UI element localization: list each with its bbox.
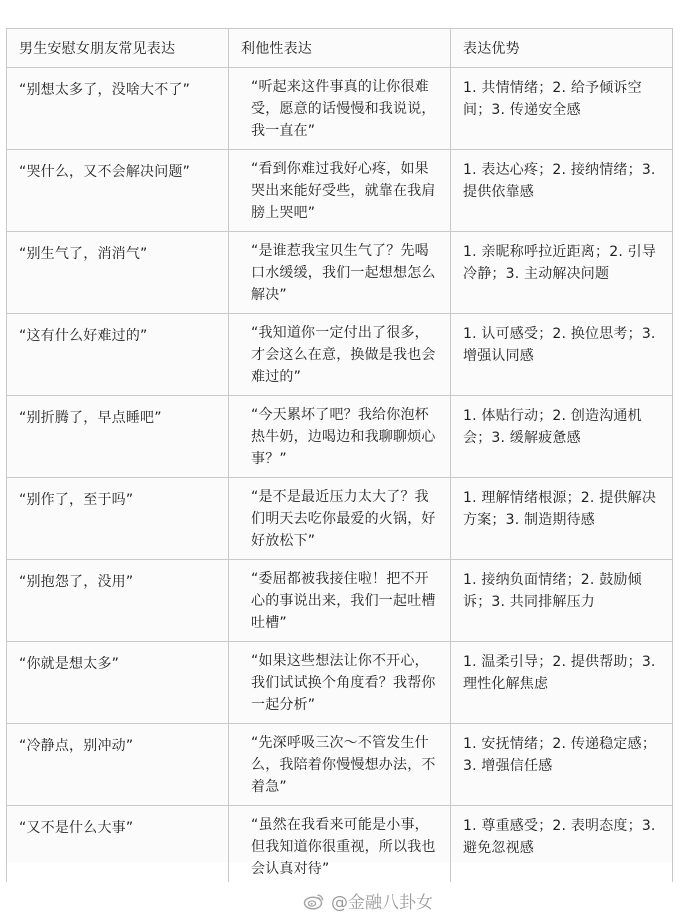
table-row <box>7 68 673 150</box>
common-expression-cell: “别抱怨了，没用” <box>7 560 229 642</box>
common-expression-cell: “你就是想太多” <box>7 642 229 724</box>
watermark-text: @金融八卦女 <box>331 893 433 913</box>
comfort-expressions-table <box>6 28 673 882</box>
advantage-cell: 1. 亲昵称呼拉近距离；2. 引导冷静；3. 主动解决问题 <box>451 232 673 314</box>
advantage-cell: 1. 理解情绪根源；2. 提供解决方案；3. 制造期待感 <box>451 478 673 560</box>
altruistic-expression-cell: “我知道你一定付出了很多，才会这么在意，换做是我也会难过的” <box>229 314 451 396</box>
common-expression-cell: “别作了，至于吗” <box>7 478 229 560</box>
advantage-cell: 1. 温柔引导；2. 提供帮助；3. 理性化解焦虑 <box>451 642 673 724</box>
common-expression-cell: “别想太多了，没啥大不了” <box>7 68 229 150</box>
common-expression-cell: “又不是什么大事” <box>7 806 229 882</box>
altruistic-expression-cell: “今天累坏了吧？我给你泡杯热牛奶，边喝边和我聊聊烦心事？” <box>229 396 451 478</box>
advantage-cell: 1. 尊重感受；2. 表明态度；3. 避免忽视感 <box>451 806 673 882</box>
table-row <box>7 724 673 806</box>
table-row <box>7 642 673 724</box>
altruistic-expression-cell: “先深呼吸三次～不管发生什么，我陪着你慢慢想办法，不着急” <box>229 724 451 806</box>
altruistic-expression-cell: “委屈都被我接住啦！把不开心的事说出来，我们一起吐槽吐槽” <box>229 560 451 642</box>
table-header-row <box>7 29 673 68</box>
advantage-cell: 1. 接纳负面情绪；2. 鼓励倾诉；3. 共同排解压力 <box>451 560 673 642</box>
table-row <box>7 560 673 642</box>
altruistic-expression-cell: “看到你难过我好心疼，如果哭出来能好受些，就靠在我肩膀上哭吧” <box>229 150 451 232</box>
table-row <box>7 150 673 232</box>
altruistic-expression-cell: “是谁惹我宝贝生气了？先喝口水缓缓，我们一起想想怎么解决” <box>229 232 451 314</box>
table-row <box>7 478 673 560</box>
common-expression-cell: “冷静点，别冲动” <box>7 724 229 806</box>
advantage-cell: 1. 认可感受；2. 换位思考；3. 增强认同感 <box>451 314 673 396</box>
header-expression-advantage: 表达优势 <box>451 29 673 68</box>
advantage-cell: 1. 体贴行动；2. 创造沟通机会；3. 缓解疲惫感 <box>451 396 673 478</box>
common-expression-cell: “别折腾了，早点睡吧” <box>7 396 229 478</box>
comparison-sheet <box>6 28 672 877</box>
altruistic-expression-cell: “听起来这件事真的让你很难受，愿意的话慢慢和我说说，我一直在” <box>229 68 451 150</box>
table-row <box>7 806 673 882</box>
header-common-expression: 男生安慰女朋友常见表达 <box>7 29 229 68</box>
table-row <box>7 396 673 478</box>
common-expression-cell: “哭什么，又不会解决问题” <box>7 150 229 232</box>
advantage-cell: 1. 共情情绪；2. 给予倾诉空间；3. 传递安全感 <box>451 68 673 150</box>
advantage-cell: 1. 安抚情绪；2. 传递稳定感；3. 增强信任感 <box>451 724 673 806</box>
header-altruistic-expression: 利他性表达 <box>229 29 451 68</box>
altruistic-expression-cell: “如果这些想法让你不开心，我们试试换个角度看？我帮你一起分析” <box>229 642 451 724</box>
common-expression-cell: “这有什么好难过的” <box>7 314 229 396</box>
altruistic-expression-cell: “虽然在我看来可能是小事，但我知道你很重视，所以我也会认真对待” <box>229 806 451 882</box>
table-row <box>7 314 673 396</box>
table-row <box>7 232 673 314</box>
weibo-icon <box>303 892 325 910</box>
altruistic-expression-cell: “是不是最近压力太大了？我们明天去吃你最爱的火锅，好好放松下” <box>229 478 451 560</box>
common-expression-cell: “别生气了，消消气” <box>7 232 229 314</box>
advantage-cell: 1. 表达心疼；2. 接纳情绪；3. 提供依靠感 <box>451 150 673 232</box>
weibo-watermark <box>303 888 433 913</box>
